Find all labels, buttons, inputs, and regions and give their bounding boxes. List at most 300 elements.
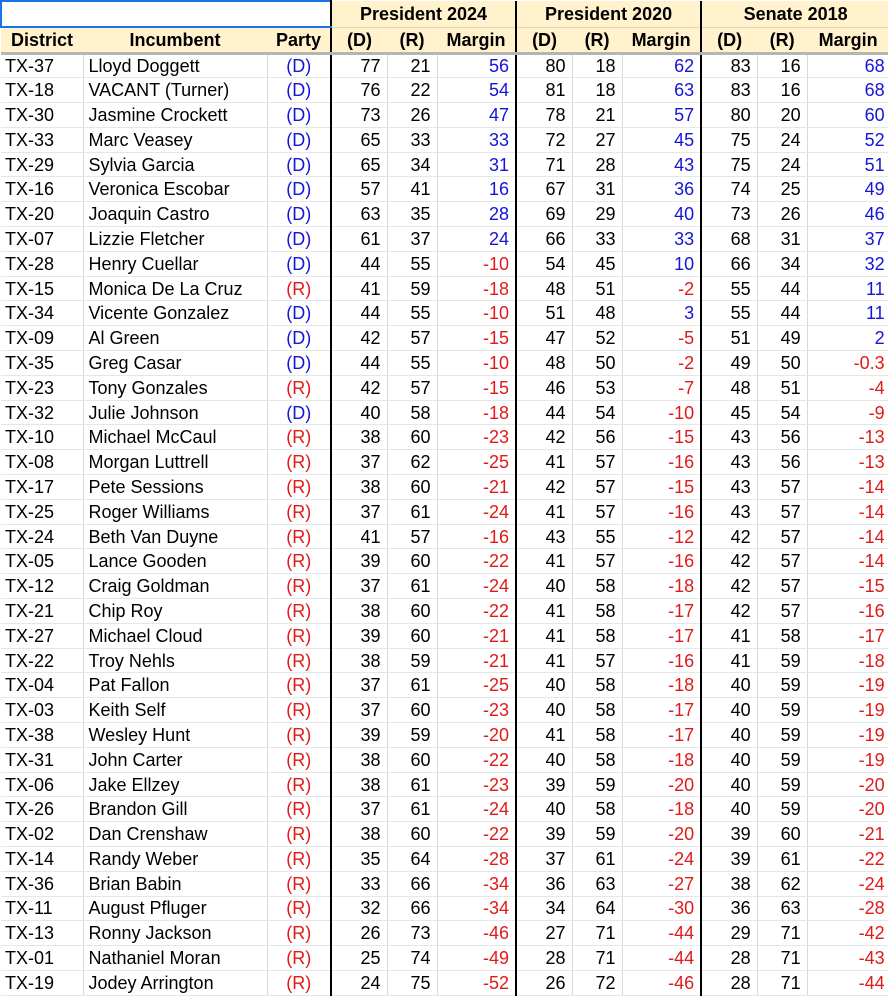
cell-s18-margin[interactable]: -0.3 [807, 351, 888, 376]
cell-p24-margin[interactable]: 24 [437, 227, 516, 252]
cell-s18-d[interactable]: 45 [701, 400, 757, 425]
cell-s18-d[interactable]: 66 [701, 251, 757, 276]
cell-p24-r[interactable]: 59 [387, 648, 437, 673]
cell-s18-r[interactable]: 71 [757, 921, 807, 946]
cell-p20-d[interactable]: 67 [516, 177, 572, 202]
cell-s18-d[interactable]: 41 [701, 623, 757, 648]
cell-p24-d[interactable]: 65 [331, 152, 387, 177]
cell-s18-d[interactable]: 74 [701, 177, 757, 202]
cell-p20-r[interactable]: 52 [572, 326, 622, 351]
cell-p20-margin[interactable]: -44 [622, 946, 701, 971]
cell-p24-d[interactable]: 39 [331, 723, 387, 748]
cell-district[interactable]: TX-30 [1, 103, 83, 128]
cell-p24-d[interactable]: 37 [331, 450, 387, 475]
cell-p24-margin[interactable]: -24 [437, 797, 516, 822]
cell-s18-d[interactable]: 43 [701, 499, 757, 524]
cell-p24-r[interactable]: 35 [387, 202, 437, 227]
cell-s18-r[interactable]: 59 [757, 747, 807, 772]
cell-district[interactable]: TX-11 [1, 896, 83, 921]
cell-p20-d[interactable]: 41 [516, 723, 572, 748]
cell-p20-margin[interactable]: -12 [622, 524, 701, 549]
cell-district[interactable]: TX-22 [1, 648, 83, 673]
cell-s18-margin[interactable]: -14 [807, 499, 888, 524]
cell-p20-margin[interactable]: -44 [622, 921, 701, 946]
cell-p20-d[interactable]: 48 [516, 351, 572, 376]
cell-s18-margin[interactable]: -9 [807, 400, 888, 425]
cell-p24-margin[interactable]: -10 [437, 351, 516, 376]
cell-district[interactable]: TX-16 [1, 177, 83, 202]
cell-p24-r[interactable]: 64 [387, 847, 437, 872]
cell-p20-margin[interactable]: -5 [622, 326, 701, 351]
cell-s18-r[interactable]: 56 [757, 450, 807, 475]
cell-s18-r[interactable]: 59 [757, 698, 807, 723]
cell-s18-margin[interactable]: 68 [807, 53, 888, 78]
cell-p20-d[interactable]: 48 [516, 276, 572, 301]
cell-party[interactable]: (R) [267, 797, 331, 822]
cell-p20-r[interactable]: 48 [572, 301, 622, 326]
cell-s18-margin[interactable]: 11 [807, 276, 888, 301]
cell-district[interactable]: TX-03 [1, 698, 83, 723]
cell-p20-r[interactable]: 58 [572, 599, 622, 624]
cell-district[interactable]: TX-23 [1, 375, 83, 400]
cell-district[interactable]: TX-07 [1, 227, 83, 252]
cell-incumbent[interactable]: Wesley Hunt [83, 723, 267, 748]
cell-district[interactable]: TX-14 [1, 847, 83, 872]
cell-p24-margin[interactable]: -22 [437, 599, 516, 624]
cell-p24-r[interactable]: 55 [387, 301, 437, 326]
cell-p20-r[interactable]: 54 [572, 400, 622, 425]
cell-s18-margin[interactable]: -13 [807, 425, 888, 450]
cell-p24-d[interactable]: 35 [331, 847, 387, 872]
cell-p24-r[interactable]: 57 [387, 326, 437, 351]
cell-s18-d[interactable]: 42 [701, 524, 757, 549]
cell-p24-r[interactable]: 60 [387, 623, 437, 648]
cell-p20-margin[interactable]: 57 [622, 103, 701, 128]
cell-p20-d[interactable]: 37 [516, 847, 572, 872]
cell-p24-d[interactable]: 44 [331, 301, 387, 326]
cell-party[interactable]: (R) [267, 599, 331, 624]
cell-party[interactable]: (D) [267, 53, 331, 78]
cell-p24-r[interactable]: 26 [387, 103, 437, 128]
cell-p20-r[interactable]: 58 [572, 623, 622, 648]
cell-p24-margin[interactable]: -24 [437, 499, 516, 524]
cell-incumbent[interactable]: Pete Sessions [83, 475, 267, 500]
cell-p24-r[interactable]: 60 [387, 822, 437, 847]
cell-s18-d[interactable]: 42 [701, 549, 757, 574]
cell-p24-r[interactable]: 34 [387, 152, 437, 177]
cell-p20-margin[interactable]: -17 [622, 623, 701, 648]
cell-p24-margin[interactable]: -15 [437, 375, 516, 400]
cell-p24-r[interactable]: 73 [387, 921, 437, 946]
cell-p24-margin[interactable]: -21 [437, 648, 516, 673]
cell-p24-r[interactable]: 74 [387, 946, 437, 971]
cell-district[interactable]: TX-28 [1, 251, 83, 276]
cell-p20-d[interactable]: 41 [516, 549, 572, 574]
cell-s18-d[interactable]: 48 [701, 375, 757, 400]
cell-incumbent[interactable]: Vicente Gonzalez [83, 301, 267, 326]
cell-p24-d[interactable]: 37 [331, 499, 387, 524]
selected-header-cell[interactable] [1, 1, 331, 27]
cell-p24-r[interactable]: 57 [387, 524, 437, 549]
cell-s18-margin[interactable]: -4 [807, 375, 888, 400]
cell-district[interactable]: TX-35 [1, 351, 83, 376]
column-header-p24-d[interactable]: (D) [331, 27, 387, 53]
cell-party[interactable]: (R) [267, 623, 331, 648]
cell-p20-r[interactable]: 71 [572, 921, 622, 946]
cell-p20-r[interactable]: 64 [572, 896, 622, 921]
cell-p20-margin[interactable]: -18 [622, 574, 701, 599]
cell-incumbent[interactable]: Morgan Luttrell [83, 450, 267, 475]
cell-p24-margin[interactable]: 33 [437, 127, 516, 152]
cell-s18-margin[interactable]: -15 [807, 574, 888, 599]
cell-s18-r[interactable]: 50 [757, 351, 807, 376]
cell-incumbent[interactable]: Joaquin Castro [83, 202, 267, 227]
cell-s18-margin[interactable]: -21 [807, 822, 888, 847]
cell-s18-r[interactable]: 44 [757, 276, 807, 301]
cell-party[interactable]: (R) [267, 475, 331, 500]
cell-p20-d[interactable]: 40 [516, 747, 572, 772]
cell-p24-d[interactable]: 37 [331, 673, 387, 698]
column-header-s18-r[interactable]: (R) [757, 27, 807, 53]
cell-p20-margin[interactable]: 45 [622, 127, 701, 152]
cell-p24-margin[interactable]: -20 [437, 723, 516, 748]
cell-district[interactable]: TX-26 [1, 797, 83, 822]
cell-incumbent[interactable]: Beth Van Duyne [83, 524, 267, 549]
cell-p24-margin[interactable]: -34 [437, 896, 516, 921]
cell-district[interactable]: TX-04 [1, 673, 83, 698]
column-header-p20-d[interactable]: (D) [516, 27, 572, 53]
cell-p20-margin[interactable]: -18 [622, 673, 701, 698]
cell-incumbent[interactable]: Keith Self [83, 698, 267, 723]
cell-p20-margin[interactable]: -16 [622, 450, 701, 475]
cell-p20-r[interactable]: 57 [572, 648, 622, 673]
cell-p20-r[interactable]: 33 [572, 227, 622, 252]
cell-p20-r[interactable]: 58 [572, 574, 622, 599]
cell-p24-margin[interactable]: 31 [437, 152, 516, 177]
cell-party[interactable]: (D) [267, 177, 331, 202]
column-header-s18-margin[interactable]: Margin [807, 27, 888, 53]
cell-p24-margin[interactable]: -23 [437, 425, 516, 450]
cell-p20-r[interactable]: 51 [572, 276, 622, 301]
cell-p20-d[interactable]: 72 [516, 127, 572, 152]
cell-p24-r[interactable]: 61 [387, 797, 437, 822]
cell-district[interactable]: TX-34 [1, 301, 83, 326]
cell-p24-d[interactable]: 38 [331, 599, 387, 624]
cell-p24-margin[interactable]: -46 [437, 921, 516, 946]
cell-p20-r[interactable]: 50 [572, 351, 622, 376]
cell-s18-r[interactable]: 31 [757, 227, 807, 252]
cell-s18-r[interactable]: 59 [757, 772, 807, 797]
cell-p24-d[interactable]: 63 [331, 202, 387, 227]
cell-p24-d[interactable]: 25 [331, 946, 387, 971]
cell-p24-margin[interactable]: -18 [437, 276, 516, 301]
cell-incumbent[interactable]: Brian Babin [83, 871, 267, 896]
cell-p24-d[interactable]: 37 [331, 574, 387, 599]
cell-incumbent[interactable]: Jake Ellzey [83, 772, 267, 797]
cell-p20-margin[interactable]: -17 [622, 723, 701, 748]
cell-s18-r[interactable]: 57 [757, 574, 807, 599]
cell-p24-r[interactable]: 55 [387, 351, 437, 376]
cell-s18-r[interactable]: 60 [757, 822, 807, 847]
cell-incumbent[interactable]: Pat Fallon [83, 673, 267, 698]
cell-p20-d[interactable]: 40 [516, 797, 572, 822]
cell-district[interactable]: TX-27 [1, 623, 83, 648]
cell-district[interactable]: TX-32 [1, 400, 83, 425]
cell-p20-r[interactable]: 28 [572, 152, 622, 177]
cell-p20-r[interactable]: 58 [572, 747, 622, 772]
cell-incumbent[interactable]: Sylvia Garcia [83, 152, 267, 177]
cell-p20-margin[interactable]: 33 [622, 227, 701, 252]
cell-p24-d[interactable]: 38 [331, 475, 387, 500]
cell-s18-r[interactable]: 34 [757, 251, 807, 276]
cell-p20-margin[interactable]: -16 [622, 499, 701, 524]
cell-p20-d[interactable]: 44 [516, 400, 572, 425]
cell-p24-margin[interactable]: -21 [437, 623, 516, 648]
cell-s18-d[interactable]: 75 [701, 152, 757, 177]
cell-party[interactable]: (D) [267, 78, 331, 103]
cell-p24-r[interactable]: 37 [387, 227, 437, 252]
cell-p20-d[interactable]: 41 [516, 499, 572, 524]
cell-s18-d[interactable]: 55 [701, 301, 757, 326]
cell-p20-d[interactable]: 43 [516, 524, 572, 549]
cell-p20-r[interactable]: 45 [572, 251, 622, 276]
cell-p24-margin[interactable]: -15 [437, 326, 516, 351]
cell-p24-r[interactable]: 58 [387, 400, 437, 425]
cell-s18-margin[interactable]: -14 [807, 524, 888, 549]
cell-district[interactable]: TX-33 [1, 127, 83, 152]
cell-p24-d[interactable]: 38 [331, 648, 387, 673]
cell-s18-r[interactable]: 54 [757, 400, 807, 425]
cell-s18-margin[interactable]: -22 [807, 847, 888, 872]
cell-party[interactable]: (R) [267, 698, 331, 723]
cell-incumbent[interactable]: Lloyd Doggett [83, 53, 267, 78]
cell-s18-margin[interactable]: 51 [807, 152, 888, 177]
cell-p20-d[interactable]: 28 [516, 946, 572, 971]
cell-p20-d[interactable]: 39 [516, 822, 572, 847]
cell-p24-d[interactable]: 38 [331, 822, 387, 847]
cell-p24-margin[interactable]: 56 [437, 53, 516, 78]
cell-s18-r[interactable]: 59 [757, 723, 807, 748]
cell-p24-margin[interactable]: -22 [437, 549, 516, 574]
cell-p20-margin[interactable]: -16 [622, 549, 701, 574]
cell-p24-r[interactable]: 66 [387, 871, 437, 896]
cell-p20-d[interactable]: 81 [516, 78, 572, 103]
cell-incumbent[interactable]: Dan Crenshaw [83, 822, 267, 847]
cell-s18-margin[interactable]: -20 [807, 772, 888, 797]
cell-s18-d[interactable]: 38 [701, 871, 757, 896]
cell-p20-d[interactable]: 71 [516, 152, 572, 177]
cell-p20-r[interactable]: 59 [572, 772, 622, 797]
cell-p24-d[interactable]: 39 [331, 623, 387, 648]
cell-party[interactable]: (R) [267, 847, 331, 872]
cell-party[interactable]: (R) [267, 450, 331, 475]
cell-s18-margin[interactable]: -19 [807, 723, 888, 748]
cell-p20-d[interactable]: 54 [516, 251, 572, 276]
cell-p24-r[interactable]: 41 [387, 177, 437, 202]
cell-p24-r[interactable]: 60 [387, 425, 437, 450]
cell-incumbent[interactable]: August Pfluger [83, 896, 267, 921]
cell-incumbent[interactable]: Michael McCaul [83, 425, 267, 450]
cell-s18-margin[interactable]: -18 [807, 648, 888, 673]
cell-s18-margin[interactable]: -20 [807, 797, 888, 822]
cell-p20-r[interactable]: 61 [572, 847, 622, 872]
cell-p20-margin[interactable]: -24 [622, 847, 701, 872]
cell-p24-r[interactable]: 60 [387, 698, 437, 723]
cell-party[interactable]: (R) [267, 648, 331, 673]
cell-s18-r[interactable]: 57 [757, 499, 807, 524]
group-header-president-2020[interactable]: President 2020 [516, 1, 701, 27]
cell-s18-margin[interactable]: -14 [807, 475, 888, 500]
cell-s18-d[interactable]: 40 [701, 698, 757, 723]
cell-p20-d[interactable]: 27 [516, 921, 572, 946]
cell-p20-margin[interactable]: 43 [622, 152, 701, 177]
cell-p20-d[interactable]: 40 [516, 698, 572, 723]
cell-p24-margin[interactable]: -22 [437, 747, 516, 772]
cell-party[interactable]: (R) [267, 970, 331, 995]
cell-p20-margin[interactable]: -30 [622, 896, 701, 921]
cell-s18-d[interactable]: 40 [701, 797, 757, 822]
cell-s18-d[interactable]: 39 [701, 822, 757, 847]
cell-p24-margin[interactable]: -10 [437, 251, 516, 276]
cell-p20-margin[interactable]: -10 [622, 400, 701, 425]
cell-incumbent[interactable]: Greg Casar [83, 351, 267, 376]
cell-p20-d[interactable]: 36 [516, 871, 572, 896]
cell-party[interactable]: (R) [267, 499, 331, 524]
cell-incumbent[interactable]: Nathaniel Moran [83, 946, 267, 971]
cell-p20-d[interactable]: 69 [516, 202, 572, 227]
cell-p20-r[interactable]: 72 [572, 970, 622, 995]
cell-district[interactable]: TX-05 [1, 549, 83, 574]
cell-s18-r[interactable]: 24 [757, 127, 807, 152]
column-header-incumbent[interactable]: Incumbent [83, 27, 267, 53]
cell-s18-margin[interactable]: -28 [807, 896, 888, 921]
cell-p24-d[interactable]: 26 [331, 921, 387, 946]
cell-s18-margin[interactable]: -19 [807, 698, 888, 723]
cell-p24-r[interactable]: 61 [387, 574, 437, 599]
cell-p24-d[interactable]: 38 [331, 747, 387, 772]
cell-s18-d[interactable]: 43 [701, 425, 757, 450]
cell-p20-r[interactable]: 18 [572, 78, 622, 103]
cell-p24-r[interactable]: 61 [387, 499, 437, 524]
cell-p24-margin[interactable]: -18 [437, 400, 516, 425]
cell-p20-r[interactable]: 71 [572, 946, 622, 971]
cell-s18-d[interactable]: 42 [701, 599, 757, 624]
cell-p20-d[interactable]: 46 [516, 375, 572, 400]
cell-p20-r[interactable]: 58 [572, 673, 622, 698]
cell-incumbent[interactable]: Randy Weber [83, 847, 267, 872]
cell-p20-margin[interactable]: 40 [622, 202, 701, 227]
cell-p20-r[interactable]: 29 [572, 202, 622, 227]
cell-s18-r[interactable]: 57 [757, 549, 807, 574]
cell-p20-d[interactable]: 42 [516, 475, 572, 500]
cell-incumbent[interactable]: Brandon Gill [83, 797, 267, 822]
cell-p20-margin[interactable]: 10 [622, 251, 701, 276]
cell-s18-margin[interactable]: 68 [807, 78, 888, 103]
cell-p24-r[interactable]: 60 [387, 599, 437, 624]
cell-s18-margin[interactable]: 49 [807, 177, 888, 202]
cell-s18-d[interactable]: 41 [701, 648, 757, 673]
cell-district[interactable]: TX-10 [1, 425, 83, 450]
cell-district[interactable]: TX-18 [1, 78, 83, 103]
cell-district[interactable]: TX-38 [1, 723, 83, 748]
cell-s18-d[interactable]: 42 [701, 574, 757, 599]
cell-district[interactable]: TX-21 [1, 599, 83, 624]
cell-p20-d[interactable]: 66 [516, 227, 572, 252]
cell-district[interactable]: TX-36 [1, 871, 83, 896]
cell-p24-d[interactable]: 40 [331, 400, 387, 425]
cell-p24-margin[interactable]: -16 [437, 524, 516, 549]
cell-s18-r[interactable]: 62 [757, 871, 807, 896]
cell-p20-r[interactable]: 21 [572, 103, 622, 128]
cell-s18-d[interactable]: 80 [701, 103, 757, 128]
cell-p24-margin[interactable]: -49 [437, 946, 516, 971]
cell-s18-margin[interactable]: 2 [807, 326, 888, 351]
cell-party[interactable]: (D) [267, 400, 331, 425]
cell-s18-r[interactable]: 24 [757, 152, 807, 177]
cell-party[interactable]: (R) [267, 549, 331, 574]
cell-p24-r[interactable]: 60 [387, 475, 437, 500]
cell-p20-margin[interactable]: -20 [622, 822, 701, 847]
cell-p20-margin[interactable]: -27 [622, 871, 701, 896]
cell-s18-d[interactable]: 49 [701, 351, 757, 376]
cell-p24-margin[interactable]: -24 [437, 574, 516, 599]
cell-incumbent[interactable]: VACANT (Turner) [83, 78, 267, 103]
cell-party[interactable]: (R) [267, 425, 331, 450]
cell-p20-margin[interactable]: 36 [622, 177, 701, 202]
cell-s18-r[interactable]: 58 [757, 623, 807, 648]
cell-p20-margin[interactable]: 63 [622, 78, 701, 103]
cell-incumbent[interactable]: Veronica Escobar [83, 177, 267, 202]
cell-p20-d[interactable]: 80 [516, 53, 572, 78]
cell-p24-d[interactable]: 39 [331, 549, 387, 574]
cell-party[interactable]: (D) [267, 227, 331, 252]
cell-incumbent[interactable]: Lizzie Fletcher [83, 227, 267, 252]
cell-p20-r[interactable]: 57 [572, 450, 622, 475]
cell-p20-margin[interactable]: -15 [622, 475, 701, 500]
cell-s18-margin[interactable]: 52 [807, 127, 888, 152]
cell-p20-d[interactable]: 40 [516, 574, 572, 599]
cell-p20-d[interactable]: 41 [516, 450, 572, 475]
cell-p24-d[interactable]: 61 [331, 227, 387, 252]
cell-district[interactable]: TX-31 [1, 747, 83, 772]
cell-district[interactable]: TX-13 [1, 921, 83, 946]
cell-party[interactable]: (R) [267, 574, 331, 599]
cell-p20-d[interactable]: 26 [516, 970, 572, 995]
cell-p24-margin[interactable]: -22 [437, 822, 516, 847]
cell-p20-r[interactable]: 59 [572, 822, 622, 847]
cell-s18-margin[interactable]: -16 [807, 599, 888, 624]
cell-s18-r[interactable]: 57 [757, 599, 807, 624]
cell-party[interactable]: (R) [267, 723, 331, 748]
cell-p20-d[interactable]: 78 [516, 103, 572, 128]
cell-p20-margin[interactable]: -18 [622, 747, 701, 772]
cell-s18-r[interactable]: 61 [757, 847, 807, 872]
cell-p24-r[interactable]: 62 [387, 450, 437, 475]
cell-s18-r[interactable]: 57 [757, 475, 807, 500]
cell-party[interactable]: (R) [267, 524, 331, 549]
cell-s18-margin[interactable]: -44 [807, 970, 888, 995]
cell-p24-r[interactable]: 22 [387, 78, 437, 103]
cell-p20-margin[interactable]: -2 [622, 351, 701, 376]
cell-p24-r[interactable]: 66 [387, 896, 437, 921]
cell-s18-margin[interactable]: -42 [807, 921, 888, 946]
cell-p24-d[interactable]: 76 [331, 78, 387, 103]
cell-p24-d[interactable]: 37 [331, 698, 387, 723]
cell-incumbent[interactable]: Lance Gooden [83, 549, 267, 574]
group-header-senate-2018[interactable]: Senate 2018 [701, 1, 888, 27]
cell-s18-r[interactable]: 56 [757, 425, 807, 450]
cell-s18-r[interactable]: 59 [757, 673, 807, 698]
